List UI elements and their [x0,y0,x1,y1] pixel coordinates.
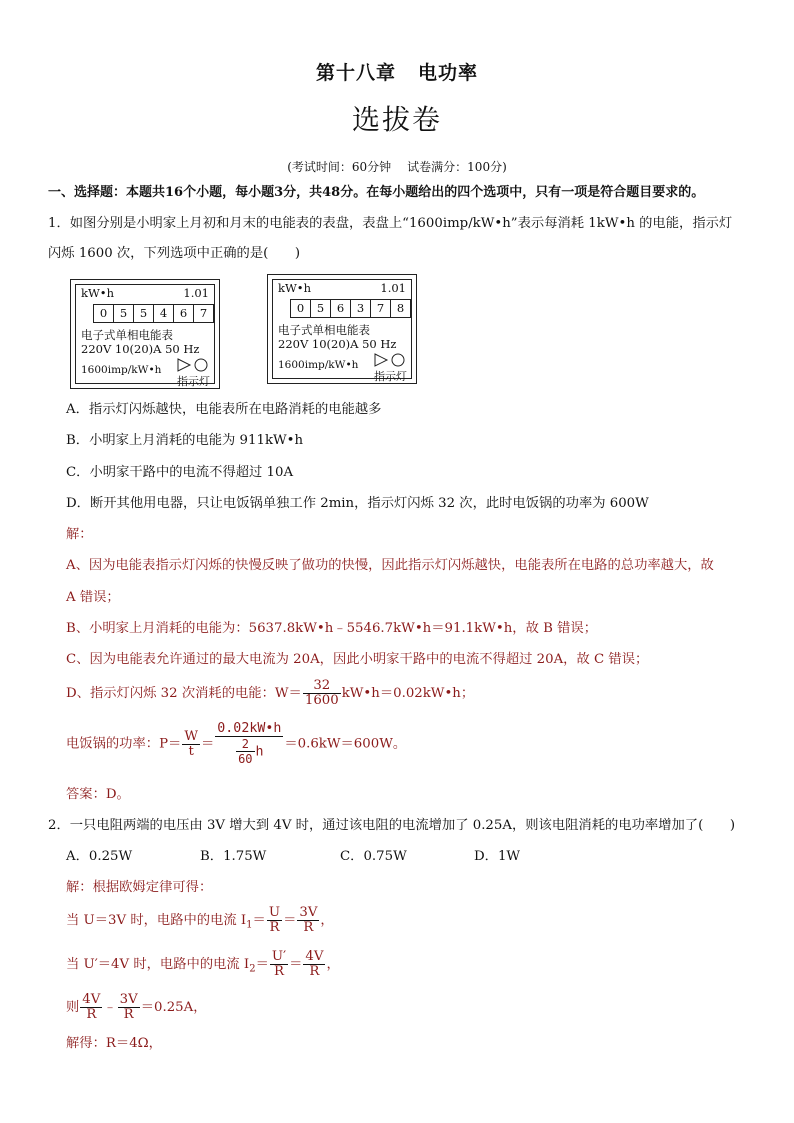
digit: 3 [350,299,371,318]
numerator: 4V [82,992,101,1007]
meter-start-of-month [70,279,220,389]
q1-option-b: B．小明家上月消耗的电能为 911kW•h [66,433,304,448]
meter-digits [93,304,213,323]
q2-option-a: A．0.25W [66,849,133,864]
q1-solution-b: B、小明家上月消耗的电能为：5637.8kW•h﹣5546.7kW•h＝91.1kW•h，故 B 错误； [66,621,597,636]
unit: h [255,744,264,760]
fraction [270,950,288,979]
denominator: t [188,743,194,759]
fraction [303,950,325,979]
meter-spec: 220V 10(20)A 50 Hz [278,337,397,351]
subscript: 2 [249,963,256,975]
digit: 4 [153,304,174,323]
formula-text: ＝ [289,957,303,972]
numerator: 3V [119,992,138,1007]
fraction [182,730,200,759]
page-title: 选拔卷 [351,103,442,136]
q2-solution-diff [66,993,207,1022]
fraction [215,722,283,766]
fraction [267,906,282,935]
formula-text: ＝ [283,913,297,928]
digit: 0 [93,304,114,323]
meter-name: 电子式单相电能表 [278,323,370,337]
numerator: W [184,728,198,744]
digit: 6 [330,299,351,318]
q2-solution-i1 [66,906,334,935]
meter-imp: 1600imp/kW•h [81,364,162,376]
digit: 5 [133,304,154,323]
digit: 6 [173,304,194,323]
digit: 5 [113,304,134,323]
formula-text: ﹣ [103,1000,117,1015]
formula-text: kW•h＝0.02kW•h； [341,686,475,701]
formula-text: ＝ [255,957,269,972]
numerator: 32 [303,679,341,694]
numerator: 4V [305,949,324,964]
denominator: R [86,1007,97,1022]
meter-model: 1.01 [183,286,209,300]
numerator: 2 [236,737,254,752]
q2-solution-result: 解得：R＝4Ω， [66,1036,162,1051]
indicator-lamp-icon [374,353,408,367]
formula-text: 电饭锅的功率：P＝ [66,736,182,752]
lamp-label: 指示灯 [374,370,407,383]
meter-spec: 220V 10(20)A 50 Hz [81,342,200,356]
denominator: 1600 [304,693,339,708]
fraction [118,993,140,1022]
lamp-label: 指示灯 [177,375,210,388]
q2-stem: 2．一只电阻两端的电压由 3V 增大到 4V 时，通过该电阻的电流增加了 0.25A，则该电阻消耗的电功率增加了( ) [48,818,736,833]
formula-text: D、指示灯闪烁 32 次消耗的电能：W＝ [66,686,302,701]
q2-option-d: D．1W [474,849,521,864]
exam-score: 试卷满分：100分) [407,160,507,174]
formula-text: ， [326,957,340,972]
q2-solution-intro: 解：根据欧姆定律可得： [66,880,213,895]
fraction [303,679,341,708]
numerator: U′ [271,949,287,964]
meter-unit: kW•h [81,286,114,300]
formula-text: ＝ [201,736,215,752]
chapter-number: 第十八章 [315,62,396,84]
formula-text: ＝ [252,913,266,928]
q1-option-d: D．断开其他用电器，只让电饭锅单独工作 2min，指示灯闪烁 32 次，此时电饭锅的功率为 600W [66,496,649,511]
meter-unit: kW•h [278,281,311,295]
q1-solution-a-line1: A、因为电能表指示灯闪烁的快慢反映了做功的快慢，因此指示灯闪烁越快，电能表所在电路的总功率越大，故 [66,558,714,573]
subscript: 1 [246,919,253,931]
numerator: U [268,905,281,920]
q1-solution-label: 解： [66,527,93,542]
q1-solution-a-line2: A 错误； [66,590,120,605]
formula-text: 当 U′＝4V 时，电路中的电流 I [66,957,250,972]
q1-answer: 答案：D。 [66,787,130,802]
denominator [215,737,283,766]
formula-text: 当 U＝3V 时，电路中的电流 I [66,913,247,928]
formula-text: ＝0.25A， [140,1000,207,1015]
denominator: R [269,920,280,935]
q1-solution-d [66,679,474,708]
indicator-lamp-icon [177,358,211,372]
denominator: 60 [238,752,253,766]
q1-solution-c: C、因为电能表允许通过的最大电流为 20A，因此小明家干路中的电流不得超过 20A，故 C 错误； [66,652,649,667]
meter-model: 1.01 [380,281,406,295]
q1-option-c: C．小明家干路中的电流不得超过 10A [66,465,294,480]
denominator: R [303,920,314,935]
digit: 7 [193,304,214,323]
meter-end-of-month [267,274,417,384]
chapter-heading [0,58,794,85]
q2-option-c: C．0.75W [340,849,407,864]
q1-option-a: A．指示灯闪烁越快，电能表所在电路消耗的电能越多 [66,402,382,417]
digit: 5 [310,299,331,318]
digit: 8 [390,299,411,318]
meter-digits [290,299,410,318]
denominator: R [309,964,320,979]
formula-text: 则 [66,1000,80,1015]
fraction [80,993,102,1022]
formula-text: ， [320,913,334,928]
meter-imp: 1600imp/kW•h [278,359,359,371]
numerator: 3V [299,905,318,920]
q2-option-b: B．1.75W [200,849,267,864]
exam-info [0,158,794,175]
digit: 7 [370,299,391,318]
q1-power-formula [66,722,406,766]
q2-solution-i2 [66,950,340,979]
digit: 0 [290,299,311,318]
q1-stem-line2: 闪烁 1600 次，下列选项中正确的是( ) [48,246,301,261]
formula-text: ＝0.6kW＝600W。 [284,736,407,752]
fraction [297,906,319,935]
denominator: R [123,1007,134,1022]
exam-time: (考试时间：60分钟 [287,160,392,174]
meter-name: 电子式单相电能表 [81,328,173,342]
numerator: 0.02kW•h [217,721,282,736]
section-heading: 一、选择题：本题共16个小题，每小题3分，共48分。在每小题给出的四个选项中，只有一项是符合题目要求的。 [48,185,705,200]
chapter-title: 电功率 [418,62,479,84]
denominator: R [273,964,284,979]
q1-stem-line1: 1．如图分别是小明家上月初和月末的电能表的表盘，表盘上“1600imp/kW•h”表示每消耗 1kW•h 的电能，指示灯 [48,216,733,231]
